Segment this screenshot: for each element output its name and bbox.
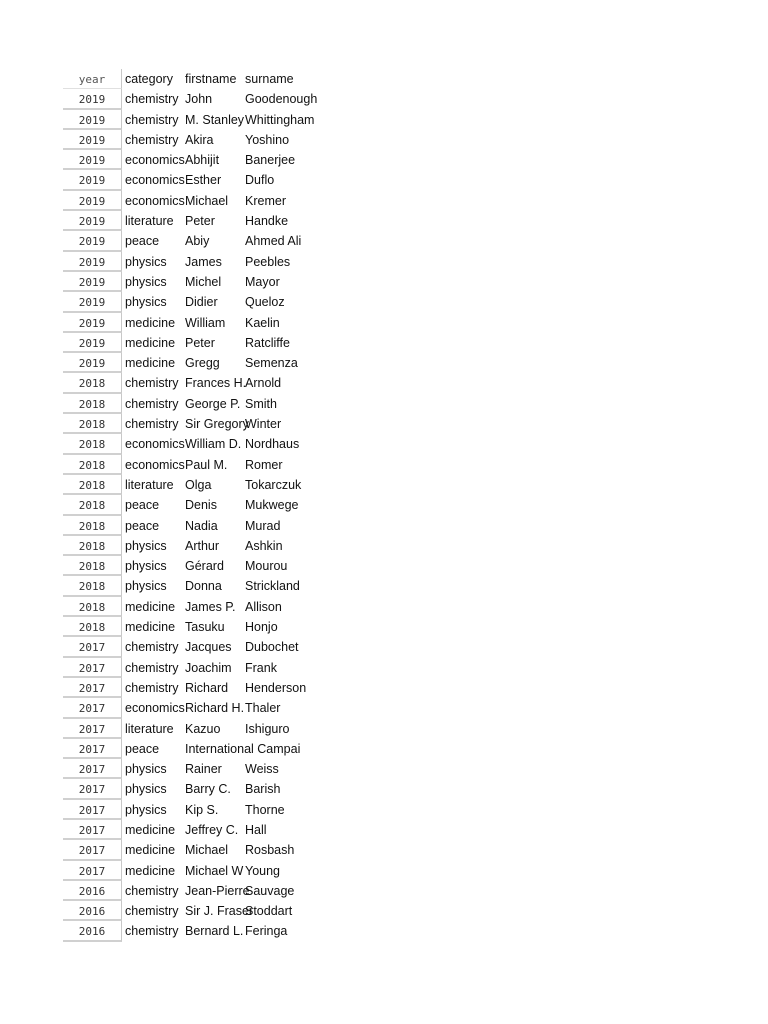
cell-firstname[interactable]: Sir J. Fraser [185, 904, 254, 919]
cell-surname[interactable]: Whittingham [245, 112, 315, 127]
table-row [63, 191, 323, 211]
cell-category[interactable]: literature [125, 214, 174, 229]
cell-category[interactable]: physics [125, 579, 167, 594]
cell-firstname[interactable]: Kip S. [185, 802, 219, 817]
cell-firstname[interactable]: Michel [185, 274, 222, 289]
cell-firstname[interactable]: James P. [185, 599, 236, 614]
header-row [63, 69, 323, 89]
cell-surname[interactable]: Romer [245, 457, 283, 472]
cell-surname[interactable]: Semenza [245, 356, 298, 371]
cell-year[interactable]: 2016 [63, 921, 122, 941]
cell-surname[interactable]: Young [245, 863, 280, 878]
cell-category[interactable]: chemistry [125, 376, 179, 391]
cell-firstname[interactable]: Jeffrey C. [185, 822, 239, 837]
cell-firstname[interactable]: Paul M. [185, 457, 228, 472]
table-row [63, 353, 323, 373]
cell-surname[interactable]: Kremer [245, 193, 286, 208]
cell-year[interactable]: 2017 [63, 719, 122, 739]
cell-category[interactable]: chemistry [125, 396, 179, 411]
cell-surname[interactable]: Queloz [245, 295, 285, 310]
cell-category[interactable]: physics [125, 559, 167, 574]
cell-surname[interactable]: Allison [245, 599, 282, 614]
table-row [63, 455, 323, 475]
table-row [63, 516, 323, 536]
cell-year[interactable]: 2017 [63, 658, 122, 678]
cell-category[interactable]: literature [125, 721, 174, 736]
cell-firstname[interactable]: Gérard [185, 559, 224, 574]
table-row [63, 252, 323, 272]
cell-year[interactable]: 2017 [63, 800, 122, 820]
table-row [63, 759, 323, 779]
table-row [63, 800, 323, 820]
table-row [63, 536, 323, 556]
cell-year[interactable]: 2019 [63, 313, 122, 333]
header-surname[interactable]: surname [245, 72, 294, 86]
cell-year[interactable]: 2017 [63, 820, 122, 840]
cell-firstname[interactable]: Michael W [185, 863, 244, 878]
cell-firstname[interactable]: Rainer [185, 762, 222, 777]
table-row [63, 840, 323, 860]
table-row [63, 779, 323, 799]
table-row [63, 170, 323, 190]
table-row [63, 739, 323, 759]
cell-category[interactable]: physics [125, 802, 167, 817]
cell-year[interactable]: 2019 [63, 353, 122, 373]
cell-firstname[interactable]: John [185, 92, 213, 107]
cell-surname[interactable]: Hall [245, 822, 267, 837]
table-row [63, 495, 323, 515]
table-row [63, 373, 323, 393]
cell-surname[interactable]: Smith [245, 396, 277, 411]
cell-firstname[interactable]: Frances H. [185, 376, 247, 391]
cell-surname[interactable]: Arnold [245, 376, 282, 391]
cell-year[interactable]: 2016 [63, 901, 122, 921]
cell-surname[interactable]: Dubochet [245, 640, 299, 655]
cell-surname[interactable]: Barish [245, 782, 281, 797]
cell-surname[interactable]: Rosbash [245, 843, 295, 858]
cell-category[interactable]: physics [125, 762, 167, 777]
cell-surname[interactable]: Peebles [245, 254, 291, 269]
table-row [63, 292, 323, 312]
table-row [63, 881, 323, 901]
cell-surname[interactable]: Goodenough [245, 92, 318, 107]
cell-category[interactable]: medicine [125, 863, 176, 878]
cell-category[interactable]: peace [125, 234, 160, 249]
cell-category[interactable]: physics [125, 782, 167, 797]
cell-surname[interactable]: Duflo [245, 173, 275, 188]
cell-category[interactable]: chemistry [125, 417, 179, 432]
table-row [63, 89, 323, 109]
cell-surname[interactable]: Ahmed Ali [245, 234, 302, 249]
cell-category[interactable]: chemistry [125, 640, 179, 655]
cell-firstname[interactable]: Kazuo [185, 721, 221, 736]
cell-category[interactable]: chemistry [125, 92, 179, 107]
cell-surname[interactable]: Thaler [245, 701, 281, 716]
cell-surname[interactable] [245, 739, 305, 759]
cell-year[interactable]: 2019 [63, 252, 122, 272]
table-row [63, 658, 323, 678]
table-row [63, 333, 323, 353]
table-row [63, 901, 323, 921]
cell-year[interactable]: 2017 [63, 698, 122, 718]
cell-category[interactable]: physics [125, 274, 167, 289]
cell-year[interactable]: 2018 [63, 617, 122, 637]
cell-category[interactable]: medicine [125, 599, 176, 614]
cell-firstname[interactable]: Abhijit [185, 153, 220, 168]
cell-surname[interactable]: Winter [245, 417, 282, 432]
cell-surname[interactable]: Murad [245, 518, 281, 533]
table-row [63, 576, 323, 596]
cell-year[interactable]: 2019 [63, 150, 122, 170]
cell-firstname[interactable]: George P. [185, 396, 241, 411]
cell-surname[interactable]: Kaelin [245, 315, 280, 330]
table-row [63, 434, 323, 454]
table-row [63, 130, 323, 150]
cell-year[interactable]: 2018 [63, 373, 122, 393]
table-row [63, 637, 323, 657]
cell-year[interactable]: 2018 [63, 434, 122, 454]
cell-surname[interactable]: Banerjee [245, 153, 296, 168]
table-row [63, 231, 323, 251]
cell-firstname[interactable]: Akira [185, 132, 214, 147]
cell-category[interactable]: peace [125, 498, 160, 513]
cell-year[interactable]: 2019 [63, 211, 122, 231]
table-row [63, 698, 323, 718]
cell-year[interactable]: 2017 [63, 840, 122, 860]
cell-category[interactable]: medicine [125, 335, 176, 350]
cell-category[interactable]: medicine [125, 843, 176, 858]
cell-category[interactable]: peace [125, 741, 160, 756]
cell-year[interactable]: 2018 [63, 556, 122, 576]
cell-year[interactable]: 2017 [63, 779, 122, 799]
cell-firstname[interactable]: Denis [185, 498, 217, 513]
cell-year[interactable]: 2019 [63, 231, 122, 251]
cell-firstname[interactable]: Gregg [185, 356, 220, 371]
cell-year[interactable]: 2018 [63, 394, 122, 414]
cell-firstname[interactable]: M. Stanley [185, 112, 245, 127]
cell-surname[interactable]: Weiss [245, 762, 279, 777]
table-row [63, 211, 323, 231]
cell-category[interactable]: physics [125, 254, 167, 269]
table-row [63, 414, 323, 434]
table-row [63, 475, 323, 495]
cell-firstname[interactable]: Esther [185, 173, 222, 188]
cell-firstname[interactable]: Donna [185, 579, 222, 594]
cell-category[interactable]: economics [125, 701, 185, 716]
cell-year[interactable]: 2018 [63, 495, 122, 515]
cell-surname[interactable]: Tokarczuk [245, 477, 302, 492]
cell-surname[interactable]: Handke [245, 214, 289, 229]
cell-firstname[interactable]: Abiy [185, 234, 210, 249]
cell-firstname[interactable]: Didier [185, 295, 218, 310]
cell-surname[interactable]: Stoddart [245, 904, 293, 919]
cell-category[interactable]: chemistry [125, 112, 179, 127]
cell-firstname[interactable]: Joachim [185, 660, 232, 675]
cell-category[interactable]: medicine [125, 620, 176, 635]
cell-category[interactable]: physics [125, 295, 167, 310]
cell-year[interactable]: 2019 [63, 89, 122, 109]
cell-firstname[interactable]: Arthur [185, 538, 220, 553]
cell-year[interactable]: 2019 [63, 191, 122, 211]
table-row [63, 617, 323, 637]
cell-category[interactable]: chemistry [125, 904, 179, 919]
cell-firstname[interactable]: James [185, 254, 222, 269]
cell-firstname[interactable]: Jacques [185, 640, 232, 655]
table-row [63, 921, 323, 941]
cell-year[interactable]: 2018 [63, 414, 122, 434]
cell-year[interactable]: 2018 [63, 597, 122, 617]
cell-category[interactable]: economics [125, 153, 185, 168]
cell-year[interactable]: 2018 [63, 455, 122, 475]
cell-category[interactable]: medicine [125, 356, 176, 371]
cell-category[interactable]: literature [125, 477, 174, 492]
cell-firstname[interactable]: Richard H. [185, 701, 245, 716]
table-row [63, 110, 323, 130]
cell-year[interactable]: 2018 [63, 576, 122, 596]
cell-surname[interactable]: Honjo [245, 620, 278, 635]
cell-year[interactable]: 2019 [63, 333, 122, 353]
cell-firstname[interactable]: Peter [185, 335, 215, 350]
cell-surname[interactable]: Ratcliffe [245, 335, 290, 350]
cell-year[interactable]: 2018 [63, 536, 122, 556]
cell-year[interactable]: 2019 [63, 130, 122, 150]
table-row [63, 719, 323, 739]
cell-surname[interactable]: Strickland [245, 579, 300, 594]
cell-year[interactable]: 2019 [63, 292, 122, 312]
cell-year[interactable]: 2019 [63, 170, 122, 190]
table-row [63, 861, 323, 881]
cell-surname[interactable]: Mukwege [245, 498, 299, 513]
spreadsheet [63, 69, 323, 942]
cell-surname[interactable]: Ashkin [245, 538, 283, 553]
cell-firstname[interactable]: Tasuku [185, 620, 225, 635]
cell-category[interactable]: economics [125, 437, 185, 452]
cell-category[interactable]: chemistry [125, 132, 179, 147]
table-row [63, 150, 323, 170]
cell-surname[interactable]: Ishiguro [245, 721, 290, 736]
cell-year[interactable]: 2017 [63, 637, 122, 657]
table-row [63, 820, 323, 840]
cell-year[interactable]: 2018 [63, 475, 122, 495]
cell-firstname[interactable]: Nadia [185, 518, 218, 533]
cell-firstname[interactable]: Michael [185, 193, 229, 208]
cell-year[interactable]: 2016 [63, 881, 122, 901]
table-row [63, 272, 323, 292]
cell-category[interactable]: medicine [125, 315, 176, 330]
cell-surname[interactable]: Yoshino [245, 132, 290, 147]
cell-firstname[interactable]: Barry C. [185, 782, 231, 797]
table-row [63, 597, 323, 617]
cell-category[interactable]: medicine [125, 822, 176, 837]
cell-firstname[interactable]: Sir Gregory [185, 417, 249, 432]
cell-category[interactable]: chemistry [125, 680, 179, 695]
cell-surname[interactable]: Thorne [245, 802, 285, 817]
cell-year[interactable]: 2017 [63, 678, 122, 698]
cell-category[interactable]: chemistry [125, 883, 179, 898]
cell-firstname[interactable]: Michael [185, 843, 229, 858]
cell-year[interactable]: 2017 [63, 861, 122, 881]
cell-firstname[interactable]: Richard [185, 680, 229, 695]
cell-category[interactable]: economics [125, 193, 185, 208]
cell-firstname[interactable]: Peter [185, 214, 215, 229]
cell-year[interactable]: 2017 [63, 759, 122, 779]
header-firstname[interactable]: firstname [185, 72, 237, 86]
table-row [63, 313, 323, 333]
cell-surname[interactable]: Nordhaus [245, 437, 300, 452]
cell-category[interactable]: economics [125, 457, 185, 472]
cell-year[interactable]: 2017 [63, 739, 122, 759]
header-year[interactable]: year [63, 69, 122, 89]
cell-category[interactable]: chemistry [125, 924, 179, 939]
cell-surname[interactable]: Frank [245, 660, 277, 675]
cell-firstname[interactable]: International Campai [185, 741, 301, 756]
table-row [63, 556, 323, 576]
cell-firstname[interactable]: Bernard L. [185, 924, 244, 939]
cell-firstname[interactable]: William D. [185, 437, 242, 452]
cell-firstname[interactable]: Olga [185, 477, 212, 492]
cell-surname[interactable]: Henderson [245, 680, 307, 695]
cell-year[interactable]: 2018 [63, 516, 122, 536]
cell-surname[interactable]: Sauvage [245, 883, 295, 898]
header-category[interactable]: category [125, 72, 173, 86]
table-row [63, 678, 323, 698]
cell-surname[interactable]: Mourou [245, 559, 288, 574]
cell-year[interactable]: 2019 [63, 110, 122, 130]
cell-surname[interactable]: Feringa [245, 924, 288, 939]
cell-firstname[interactable]: Jean-Pierre [185, 883, 250, 898]
cell-year[interactable]: 2019 [63, 272, 122, 292]
cell-category[interactable]: chemistry [125, 660, 179, 675]
cell-category[interactable]: economics [125, 173, 185, 188]
cell-category[interactable]: peace [125, 518, 160, 533]
cell-surname[interactable]: Mayor [245, 274, 280, 289]
table-row [63, 394, 323, 414]
table-body [63, 89, 323, 941]
cell-firstname[interactable]: William [185, 315, 226, 330]
cell-category[interactable]: physics [125, 538, 167, 553]
